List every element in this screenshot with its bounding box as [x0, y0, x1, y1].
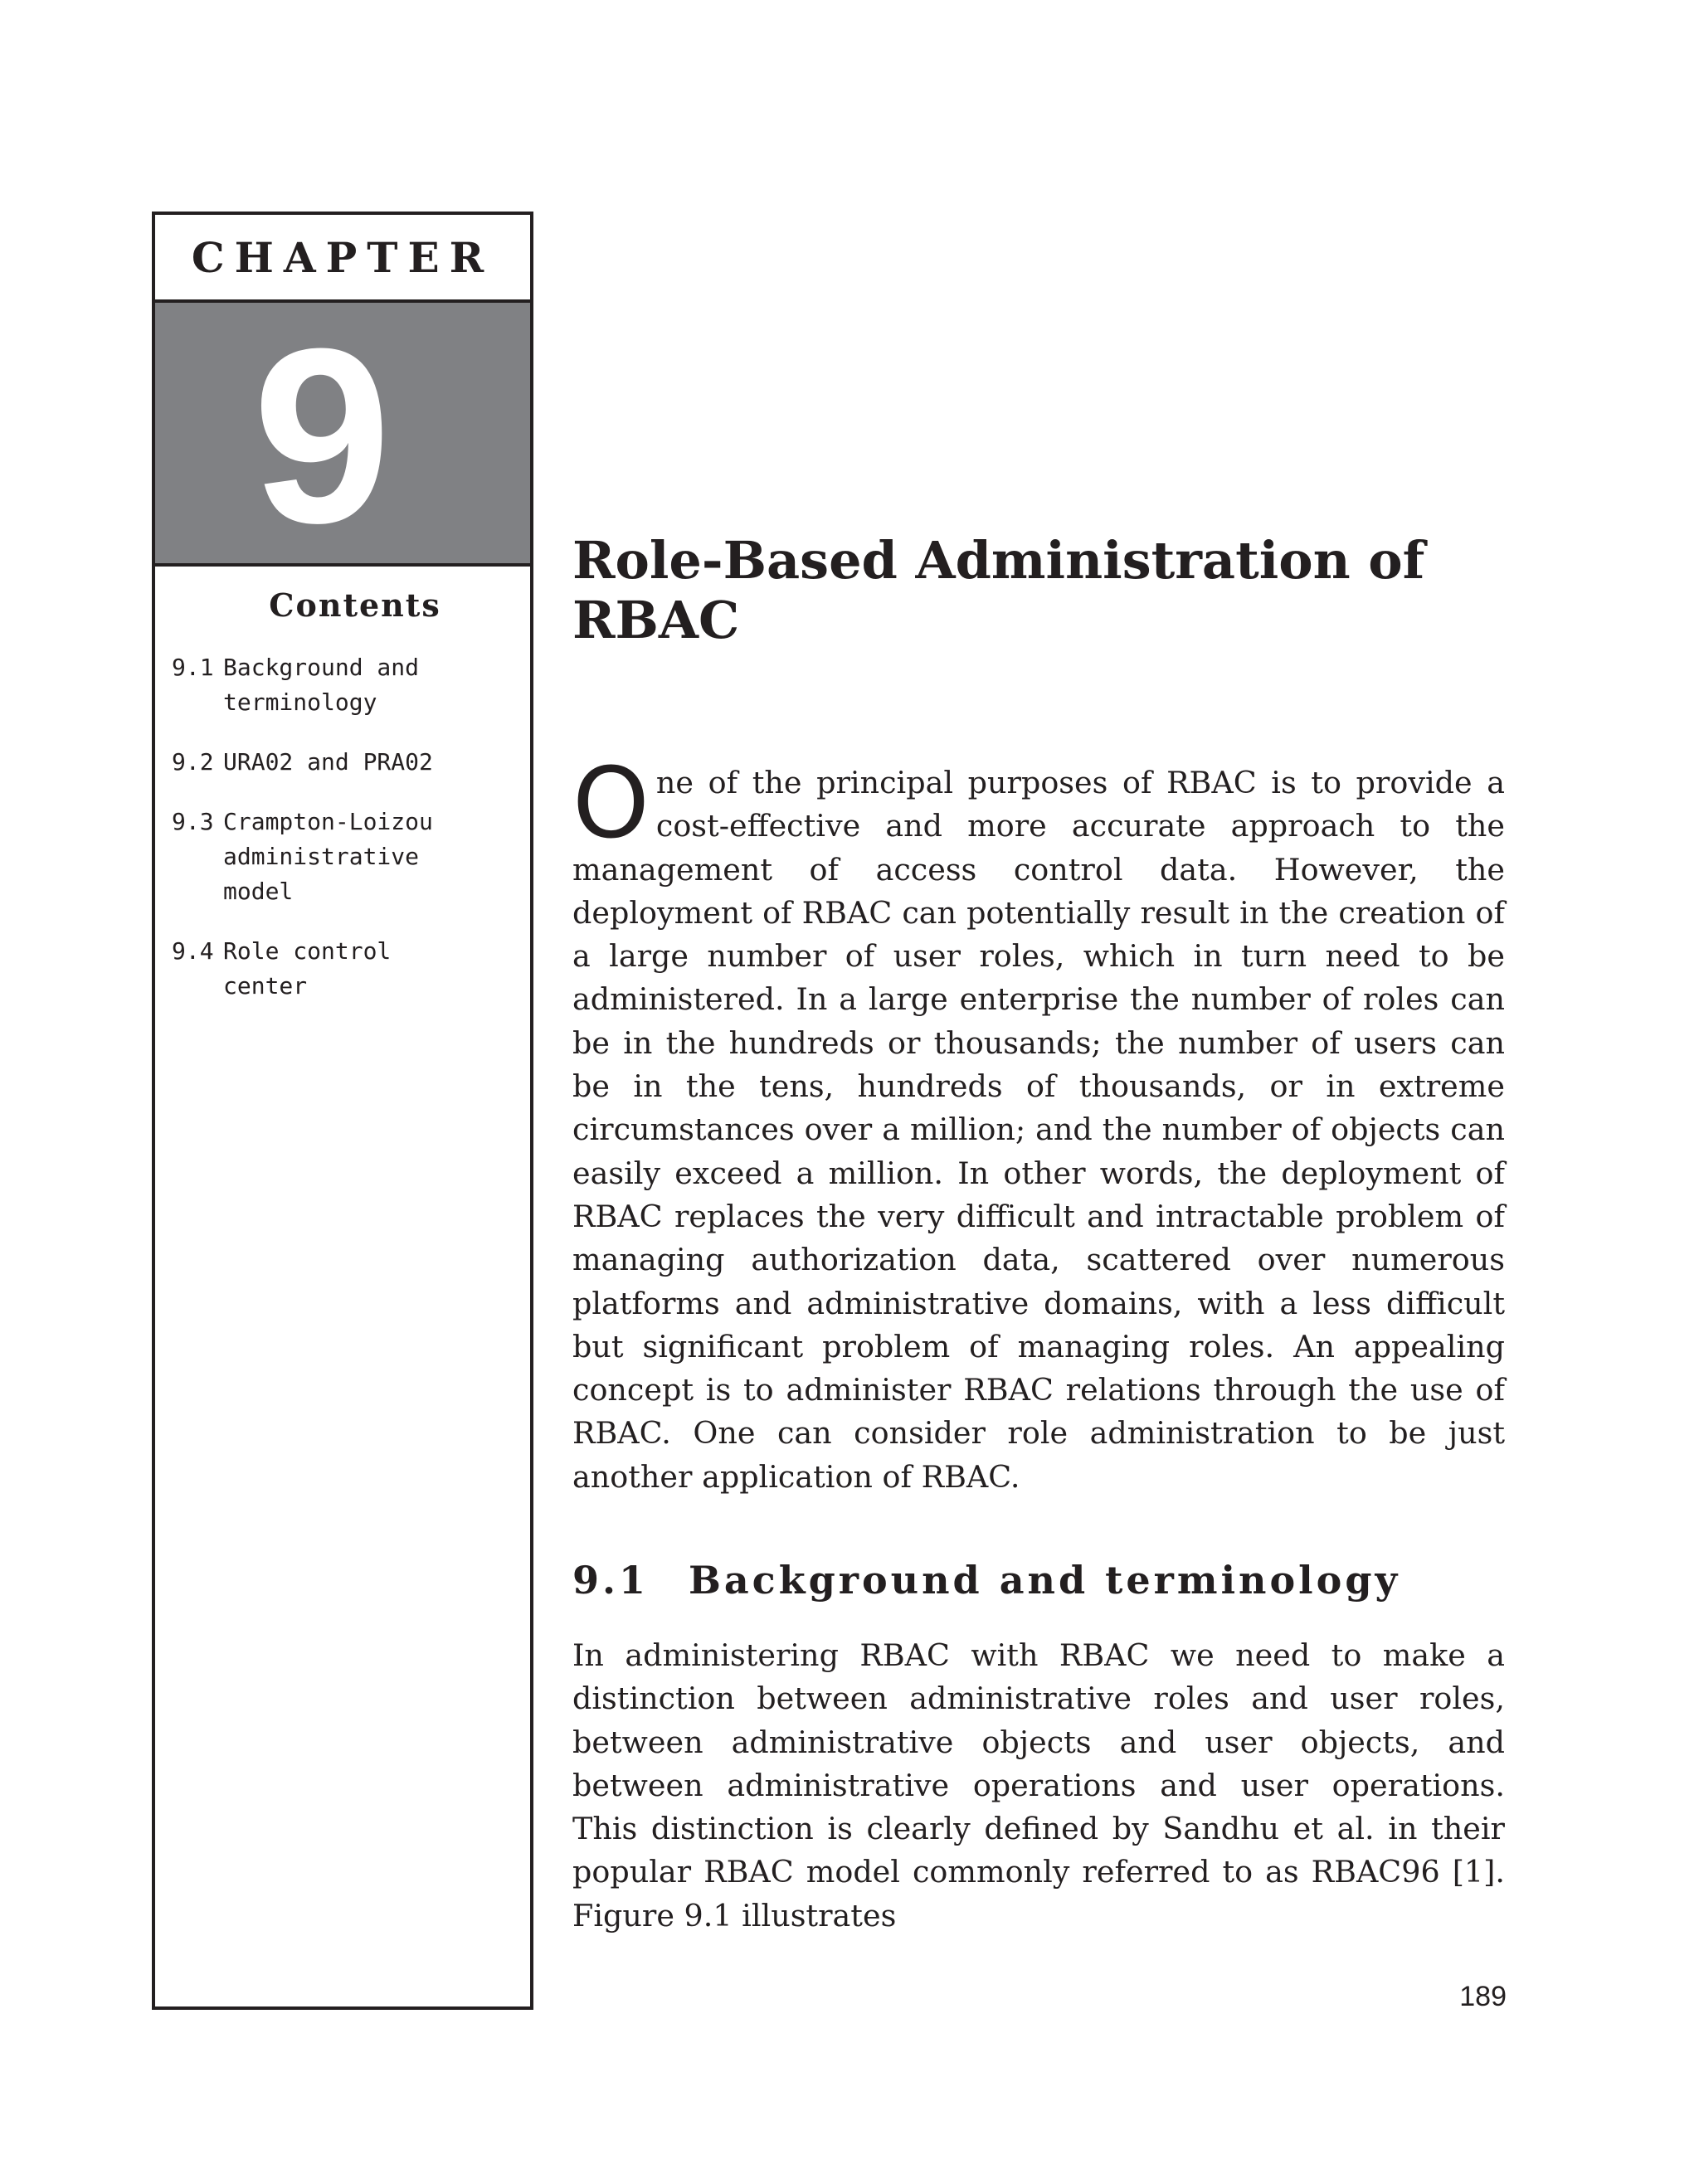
table-of-contents [172, 650, 464, 1029]
chapter-title [572, 531, 1505, 650]
toc-item-number: 9.1 [172, 654, 214, 681]
section-number: 9.1 [572, 1558, 650, 1603]
chapter-label: CHAPTER [155, 215, 530, 303]
section-title: Background and terminology [689, 1558, 1401, 1603]
toc-item-title: Role control center [223, 937, 392, 1000]
toc-item[interactable] [172, 934, 464, 1004]
chapter-number: 9 [252, 296, 392, 575]
page-number: 189 [1459, 1981, 1507, 2012]
chapter-number-block [155, 296, 530, 575]
toc-item[interactable] [172, 650, 464, 720]
chapter-title-line-2: RBAC [572, 590, 740, 650]
section-heading [572, 1558, 1505, 1603]
chapter-title-line-1: Role-Based Administration of [572, 530, 1425, 591]
toc-item-title: URA02 and PRA02 [223, 748, 433, 776]
toc-item[interactable] [172, 805, 464, 909]
contents-heading: Contents [269, 586, 441, 624]
section-body [572, 1634, 1505, 1938]
section-paragraph: In administering RBAC with RBAC we need to make a distinction between administrative roles and user roles, between administrative objects and user objects, and between administrative operations and user operations. This distinction is clearly defined by Sandhu et al. in their popular RBAC model commonly referred to as RBAC96 [1]. Figure 9.1 illustrates [572, 1637, 1505, 1933]
chapter-sidebar [152, 212, 533, 2010]
toc-item-number: 9.4 [172, 937, 214, 965]
toc-item[interactable] [172, 745, 464, 780]
intro-text: ne of the principal purposes of RBAC is to provide a cost-effective and more accurate approach to the management of access control data. However, the deployment of RBAC can potentially result in the creation of a large number of user roles, which in turn need to be administered. In a large enterprise the number of roles can be in the hundreds or thousands; the number of users can be in the tens, hundreds of thousands, or in extreme circumstances over a million; and the number of objects can easily exceed a million. In other words, the deployment of RBAC replaces the very difficult and intractable problem of managing authorization data, scattered over numerous platforms and administrative domains, with a less difficult but significant problem of managing roles. An appealing concept is to administer RBAC relations through the use of RBAC. One can consider role administration to be just another application of RBAC. [572, 765, 1505, 1495]
toc-item-title: Crampton-Loizou administrative model [223, 808, 433, 905]
chapter-title-area [572, 531, 1505, 650]
drop-cap: O [572, 746, 650, 860]
intro-paragraph [572, 746, 1505, 1499]
toc-item-number: 9.2 [172, 748, 214, 776]
intro-block [572, 746, 1505, 1499]
toc-item-title: Background and terminology [223, 654, 420, 716]
toc-item-number: 9.3 [172, 808, 214, 835]
